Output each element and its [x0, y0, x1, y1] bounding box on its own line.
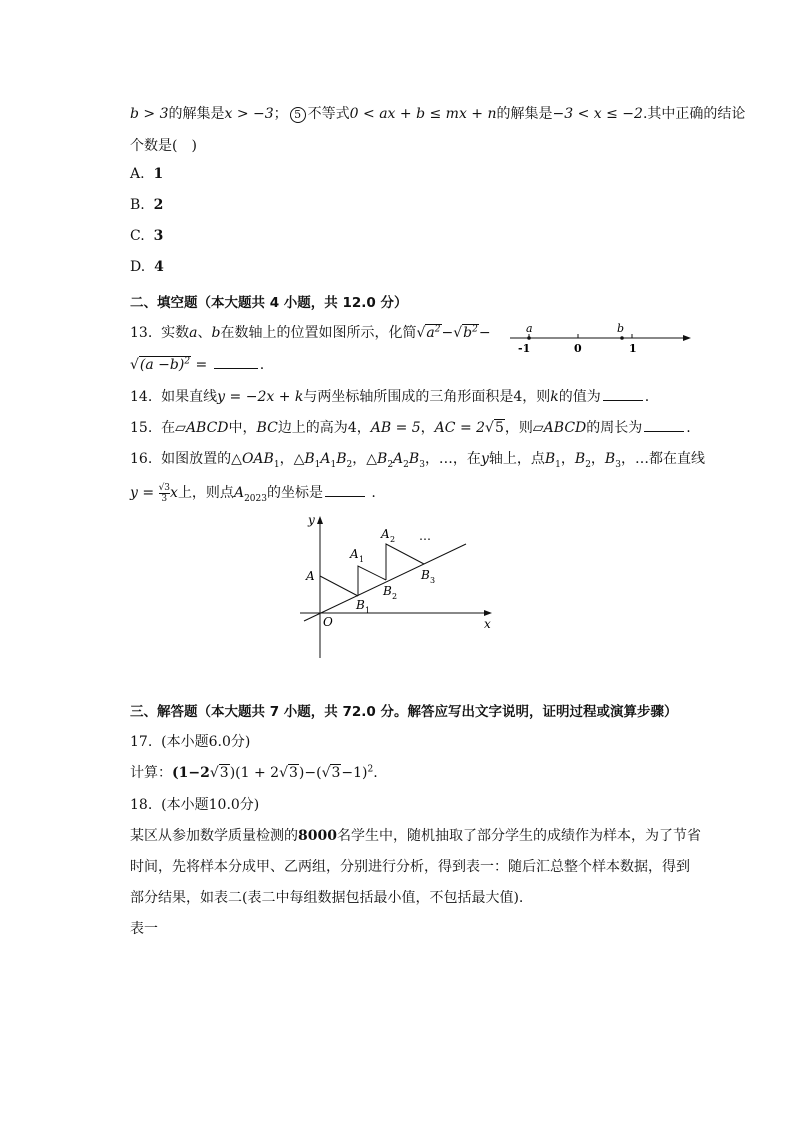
label-O: O — [323, 615, 333, 629]
line-y-sqrt3-x — [304, 544, 466, 621]
text: ， — [279, 451, 294, 467]
var-b: b — [211, 325, 221, 341]
subscript: 2 — [390, 535, 396, 544]
number: 8000 — [298, 828, 337, 844]
expr: (1−2 — [172, 765, 210, 781]
circled-number-five: 5 — [290, 107, 306, 123]
solution-set: x > −3 — [224, 106, 274, 122]
text: 的值为 — [558, 389, 601, 405]
radicand: 5 — [494, 420, 504, 436]
question-number: 13. — [130, 325, 153, 341]
q13-line2: $√(a -b)^2$ = . — [130, 354, 264, 373]
q18-paragraph-line2: 时间，先将样本分成甲、乙两组，分别进行分析，得到表一：随后汇总整个样本数据，得到 — [130, 859, 690, 875]
parallelogram: ▱ABCD — [175, 420, 229, 436]
sqrt-amb2: $(a -b)^2$ — [139, 356, 191, 373]
triangle: △B — [293, 451, 315, 467]
ellipsis: … — [419, 529, 431, 543]
q17-expression: 计算：$(1-2√3)(1 + 2√3)-(√3-1)^2$. — [130, 764, 378, 781]
text: .其中正确的结论 — [642, 106, 746, 122]
subscript: 2023 — [244, 493, 267, 504]
question-score: (本小题6.0分) — [161, 734, 251, 750]
label-A2: A — [381, 527, 390, 541]
segment: BC — [256, 420, 278, 436]
q18-header — [130, 794, 259, 814]
option-value: 3 — [153, 228, 164, 244]
inequality-b: b > 3 — [130, 106, 169, 122]
q14-line: 14. 如果直线y = −2x + k与两坐标轴所围成的三角形面积是4，则k的值为 . — [130, 386, 649, 406]
number: 4 — [513, 389, 523, 405]
text: ，…都在直线 — [620, 451, 705, 467]
text: 的解集是 — [168, 106, 225, 122]
text: ，则 — [522, 389, 551, 405]
triangle-B1A1B2 — [358, 566, 386, 596]
subscript: 1 — [365, 606, 371, 615]
text: ，…，在 — [424, 451, 481, 467]
text: 不等式 — [307, 106, 350, 122]
arrow-right-icon — [484, 610, 492, 616]
text: 与两坐标轴所围成的三角形面积是 — [303, 389, 514, 405]
question-number: 17. — [130, 734, 153, 750]
number: 4 — [347, 420, 357, 436]
section-heading-fill-in: 二、填空题（本大题共 4 小题，共 12.0 分） — [130, 295, 408, 311]
triangle: △B — [366, 451, 388, 467]
label-A: A — [306, 569, 315, 583]
text: 的周长为 — [586, 420, 643, 436]
text: 某区从参加数学质量检测的 — [130, 828, 298, 844]
text: 的坐标是 — [266, 485, 323, 501]
sqrt-a2: $a^2$ — [426, 324, 441, 341]
expr: )−( — [298, 765, 322, 781]
arrow-right-icon — [683, 335, 691, 341]
tick-label: 0 — [574, 342, 582, 355]
option-c — [130, 228, 163, 244]
text: ，则 — [504, 420, 533, 436]
question-score: (本小题10.0分) — [161, 797, 260, 813]
text: ， — [356, 420, 371, 436]
q12-question-line — [130, 135, 197, 155]
text: ， — [352, 451, 367, 467]
label-y: y — [308, 513, 315, 527]
triangle: △OAB — [231, 451, 274, 467]
var-x: x — [170, 485, 178, 501]
point-a — [527, 336, 531, 340]
text: 实数 — [161, 325, 190, 341]
q15-line: 15. 在▱ABCD中，BC边上的高为4，AB = 5，AC = 2√5，则▱ABCD的周长为 . — [130, 417, 691, 437]
question-number: 16. — [130, 451, 153, 467]
subscript: 3 — [430, 576, 436, 585]
label-x: x — [484, 617, 491, 631]
text: 轴上，点 — [488, 451, 545, 467]
q13-line1: 13. 实数a、b在数轴上的位置如图所示，化简$√a^2-√b^2-$ — [130, 324, 491, 341]
text: 上，则点 — [177, 485, 234, 501]
var-a: a — [189, 325, 198, 341]
arrow-up-icon — [317, 516, 323, 524]
text: 边上的高为 — [277, 420, 348, 436]
answer-blank[interactable] — [603, 386, 643, 401]
label-a: a — [526, 322, 533, 335]
q18-paragraph-line3: 部分结果，如表二(表二中每组数据包括最小值，不包括最大值). — [130, 890, 524, 906]
text: 计算： — [130, 765, 172, 781]
option-letter: A. — [130, 166, 145, 182]
q16-line1: 16. 如图放置的$\triangle OAB_1$，$\triangle B_1A_1B_2$，$\triangle B_2A_2B_3$，…，在y轴上，点$B_1$，$B_2$，$B_3$，…都在直线 — [130, 451, 705, 470]
label-B2: B — [383, 584, 392, 598]
var-y: y — [480, 451, 489, 467]
text: 在 — [161, 420, 176, 436]
option-value: 2 — [153, 197, 164, 213]
radicand: b — [463, 325, 473, 341]
text: 中， — [228, 420, 257, 436]
subscript: 2 — [392, 592, 398, 601]
question-text: 个数是( ) — [130, 138, 197, 154]
answer-blank[interactable] — [644, 417, 684, 432]
option-value: 1 — [153, 166, 164, 182]
label-b: b — [617, 322, 625, 335]
option-value: 4 — [154, 259, 164, 275]
label-A1: A — [350, 547, 359, 561]
var-k: k — [550, 389, 559, 405]
option-letter: C. — [130, 228, 145, 244]
solution-set: −3 < x ≤ −2 — [552, 106, 643, 122]
fraction-sqrt3-over-3: $\frac{√3}{3}$ — [158, 482, 171, 504]
label-B1: B — [356, 598, 365, 612]
table-caption: 表一 — [130, 921, 158, 937]
point-b — [620, 336, 624, 340]
text: 的解集是 — [496, 106, 553, 122]
label-B3: B — [421, 568, 430, 582]
inequality: 0 < ax + b ≤ mx + n — [349, 106, 497, 122]
section-heading-answer: 三、解答题（本大题共 7 小题，共 72.0 分。解答应写出文字说明，证明过程或演算步骤） — [130, 704, 678, 720]
text: 、 — [197, 325, 212, 341]
text: 如图放置的 — [161, 451, 232, 467]
parallelogram: ▱ABCD — [532, 420, 587, 436]
text: 如果直线 — [161, 389, 218, 405]
answer-blank[interactable] — [214, 354, 258, 369]
expr: −1) — [341, 765, 368, 781]
q18-paragraph-line1 — [130, 825, 701, 845]
equation: AB = 5 — [370, 420, 421, 436]
equation: y = −2x + k — [217, 389, 304, 405]
question-number: 18. — [130, 797, 153, 813]
text: ； — [273, 106, 288, 122]
number-line-figure — [505, 320, 695, 358]
tick-label: 1 — [629, 342, 637, 355]
option-b — [130, 197, 163, 213]
triangle-B2A2B3 — [386, 544, 424, 580]
option-d — [130, 259, 164, 275]
radicand: (a −b) — [139, 357, 185, 373]
question-number: 14. — [130, 389, 153, 405]
q17-header — [130, 731, 250, 751]
segment-A-B1 — [320, 576, 358, 596]
text: 名学生中，随机抽取了部分学生的成绩作为样本，为了节省 — [336, 828, 701, 844]
option-letter: D. — [130, 259, 146, 275]
q12-condition-line — [130, 103, 745, 123]
text: . — [373, 765, 378, 781]
text: = — [191, 357, 212, 373]
q16-line2: y = $\frac{√3}{3}$ x上，则点$A_{2023}$的坐标是 . — [130, 482, 376, 504]
subscript: 1 — [359, 555, 365, 564]
equation: AC = 2 — [434, 420, 486, 436]
radicand: a — [426, 325, 435, 341]
tick-label: -1 — [518, 342, 531, 355]
expr: )(1 + 2 — [229, 765, 280, 781]
text: 在数轴上的位置如图所示，化简 — [220, 325, 417, 341]
option-letter: B. — [130, 197, 145, 213]
question-number: 15. — [130, 420, 153, 436]
sqrt-b2: $b^2$ — [463, 324, 478, 341]
answer-blank[interactable] — [325, 482, 365, 497]
q16-figure — [296, 508, 501, 663]
option-a — [130, 166, 163, 182]
text: ， — [420, 420, 435, 436]
